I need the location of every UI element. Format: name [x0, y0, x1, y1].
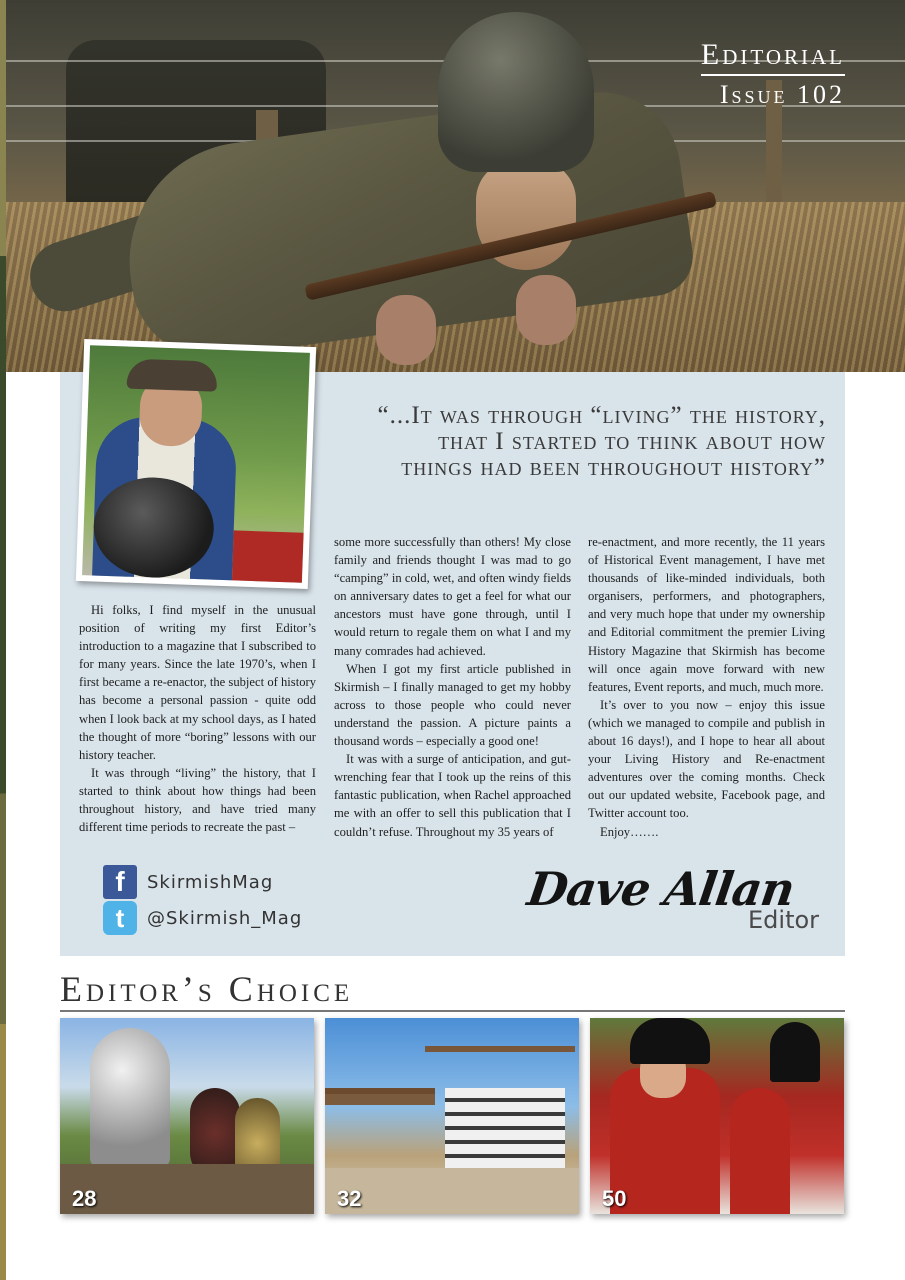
paragraph: re-enactment, and more recently, the 11 years of Historical Event management, I have met thousands of like-minded individuals, both organisers, performers, and photographers, and very much hope that under my ownership and Editorial commitment the premier Living History Magazine that Skirmish has become will once again move forward with new features, Event reports, and much, much more.	[588, 535, 825, 694]
ground	[325, 1168, 579, 1214]
twitter-icon: t	[103, 901, 137, 935]
twitter-handle: @Skirmish_Mag	[147, 907, 303, 929]
section-title: Editorial	[701, 38, 845, 76]
facebook-icon: f	[103, 865, 137, 899]
siege-structure	[445, 1088, 565, 1168]
page-number: 28	[72, 1186, 97, 1211]
fur-cloak	[60, 1164, 314, 1214]
pull-quote: “...It was through “living” the history, that I started to think about how things had been throughout history”	[377, 402, 826, 481]
facebook-link[interactable]	[103, 864, 302, 900]
article-column-3	[588, 533, 825, 841]
article-column-2	[334, 533, 571, 841]
page-number: 32	[337, 1186, 362, 1211]
bearskin-hat	[770, 1022, 820, 1082]
header-title-block	[701, 38, 845, 110]
choice-thumbnail-3[interactable]	[590, 1018, 844, 1214]
paragraph: Hi folks, I find myself in the unusual position of writing my first Editor’s introduction to a magazine that I subscribed to for many years. Since the late 1970’s, when I first became a re-enactor, the subject of history has become a personal passion - quite odd when I look back at my school days, as I hated the thought of more “boring” lessons with our history teacher.	[79, 603, 316, 762]
paragraph: It was through “living” the history, that I started to think about how things had been throughout history, and have tried many different time periods to recreate the past –	[79, 765, 316, 835]
portrait-photo	[82, 345, 310, 583]
editor-signature: Dave Allan	[524, 862, 798, 916]
shelter-roof	[325, 1088, 435, 1148]
paragraph: Enjoy…….	[600, 824, 659, 839]
paragraph: some more successfully than others! My close family and friends thought I was mad to go “camping” in cold, wet, and often windy fields on anniversary dates to get a feel for what our ancestors must have gone through, until I would return to regale them on what I and my many comrades had achieved.	[334, 535, 571, 658]
choice-thumbnail-2[interactable]	[325, 1018, 579, 1214]
viking-helmet	[90, 1028, 170, 1168]
choice-thumbnail-1[interactable]	[60, 1018, 314, 1214]
twitter-link[interactable]	[103, 900, 302, 936]
hand	[376, 295, 436, 365]
bicorne-hat	[630, 1018, 710, 1064]
paragraph: When I got my first article published in Skirmish – I finally managed to get my hobby across to those people who could never understand the passion. A picture paints a thousand words – especially a good one!	[334, 661, 571, 749]
article-column-1	[79, 601, 316, 836]
facebook-handle: SkirmishMag	[147, 871, 274, 893]
editors-choice-heading: Editor’s Choice	[60, 968, 845, 1012]
social-links	[103, 864, 302, 936]
paragraph: It’s over to you now – enjoy this issue (which we managed to compile and publish in about 16 days!), and I hope to hear all about your Living History and Re-enactment adventures over the coming months. Check out our updated website, Facebook page, and Twitter account too.	[588, 697, 825, 821]
issue-number: Issue 102	[719, 80, 845, 109]
editor-portrait	[76, 339, 316, 589]
portrait-trousers	[232, 530, 304, 582]
editor-role: Editor	[748, 906, 820, 934]
crane-beam	[425, 1046, 575, 1052]
page-number: 50	[602, 1186, 627, 1211]
hand	[516, 275, 576, 345]
red-coat	[730, 1088, 790, 1214]
paragraph: It was with a surge of anticipation, and gut-wrenching fear that I took up the reins of this fantastic publication, when Rachel approached me with an offer to sell this publication that I couldn’t refuse. Throughout my 35 years of	[334, 752, 571, 839]
portrait-hat	[127, 359, 218, 392]
helmet	[438, 12, 594, 172]
